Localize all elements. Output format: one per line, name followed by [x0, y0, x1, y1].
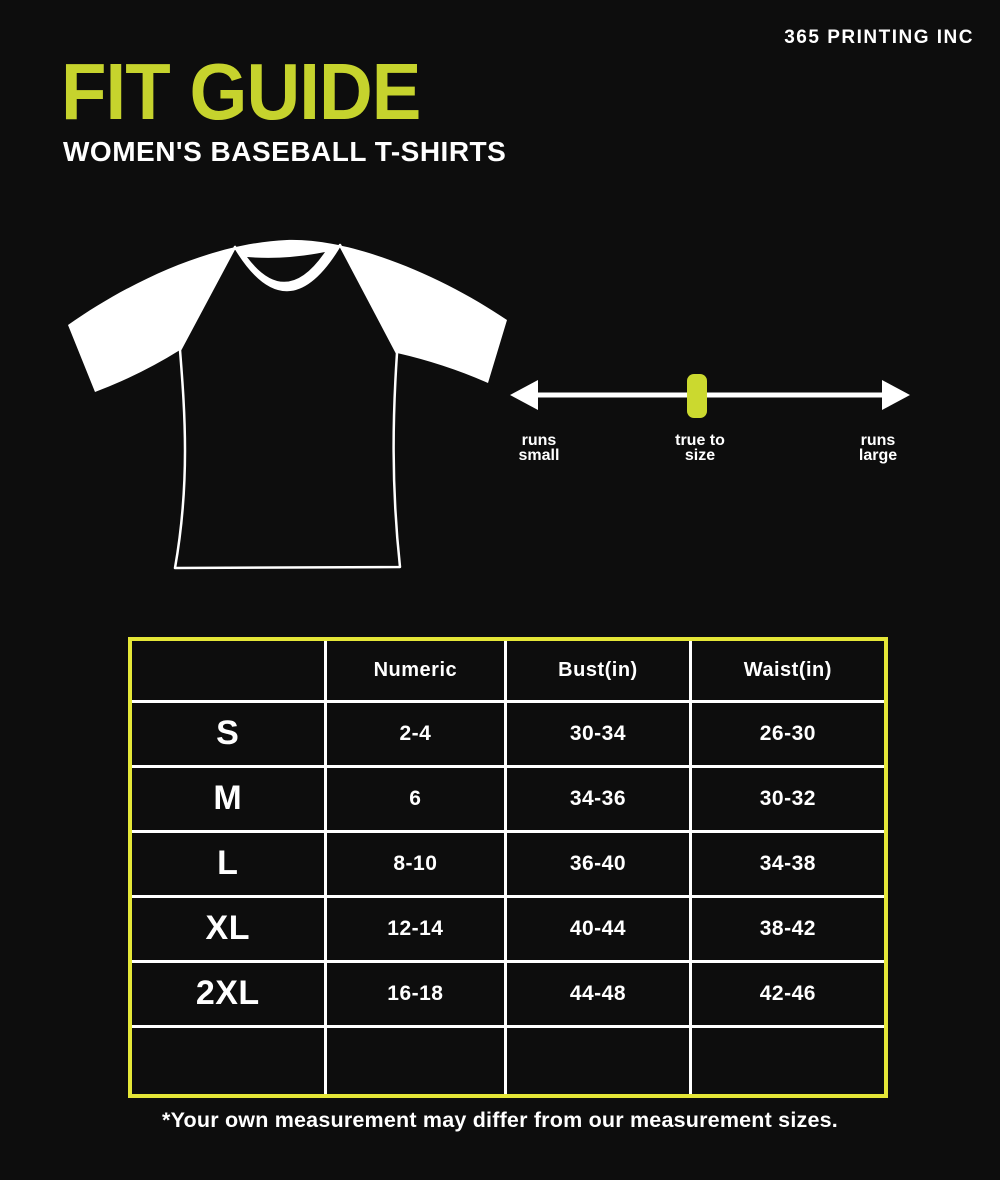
table-row [130, 766, 886, 831]
label-line: runs [860, 432, 896, 449]
column-header-waist: Waist(in) [690, 639, 886, 701]
label-line: size [684, 446, 716, 464]
arrowhead-left-icon [510, 380, 538, 410]
table-row [130, 701, 886, 766]
table-cell: 12-14 [325, 896, 506, 961]
table-row [130, 961, 886, 1026]
table-cell [506, 1026, 690, 1096]
label-line: large [858, 446, 898, 464]
table-cell: 42-46 [690, 961, 886, 1026]
footnote: *Your own measurement may differ from our measurement sizes. [162, 1108, 838, 1132]
size-label [130, 1026, 325, 1096]
table-cell: 26-30 [690, 701, 886, 766]
column-header-numeric: Numeric [325, 639, 506, 701]
table-cell [690, 1026, 886, 1096]
arrowhead-right-icon [882, 380, 910, 410]
page-subtitle: WOMEN'S BASEBALL T-SHIRTS [63, 136, 507, 167]
brand-name: 365 PRINTING INC [784, 27, 974, 48]
table-row-empty [130, 1026, 886, 1096]
page-title: FIT GUIDE [61, 47, 421, 136]
size-label: XL [130, 896, 325, 961]
table-cell: 34-36 [506, 766, 690, 831]
table-row [130, 831, 886, 896]
table-cell: 30-34 [506, 701, 690, 766]
size-label: M [130, 766, 325, 831]
fit-scale-marker [687, 374, 707, 418]
table-row [130, 896, 886, 961]
label-line: small [518, 446, 560, 464]
fit-scale-label-runs-large [828, 434, 928, 463]
table-cell: 40-44 [506, 896, 690, 961]
raglan-tshirt-illustration [55, 233, 515, 578]
fit-scale-label-runs-small [489, 434, 589, 463]
size-label: S [130, 701, 325, 766]
label-line: runs [521, 432, 557, 449]
table-cell: 2-4 [325, 701, 506, 766]
table-cell: 34-38 [690, 831, 886, 896]
table-header-row [130, 639, 886, 701]
table-cell: 16-18 [325, 961, 506, 1026]
table-cell: 8-10 [325, 831, 506, 896]
fit-scale-arrow [508, 372, 912, 420]
table-cell: 44-48 [506, 961, 690, 1026]
size-chart-table [128, 637, 888, 1098]
table-cell: 6 [325, 766, 506, 831]
table-cell [325, 1026, 506, 1096]
table-cell: 36-40 [506, 831, 690, 896]
table-cell: 38-42 [690, 896, 886, 961]
label-line: true to [675, 432, 725, 449]
fit-scale-label-true-to-size [650, 434, 750, 463]
column-header-size [130, 639, 325, 701]
column-header-bust: Bust(in) [506, 639, 690, 701]
size-label: 2XL [130, 961, 325, 1026]
table-cell: 30-32 [690, 766, 886, 831]
size-label: L [130, 831, 325, 896]
